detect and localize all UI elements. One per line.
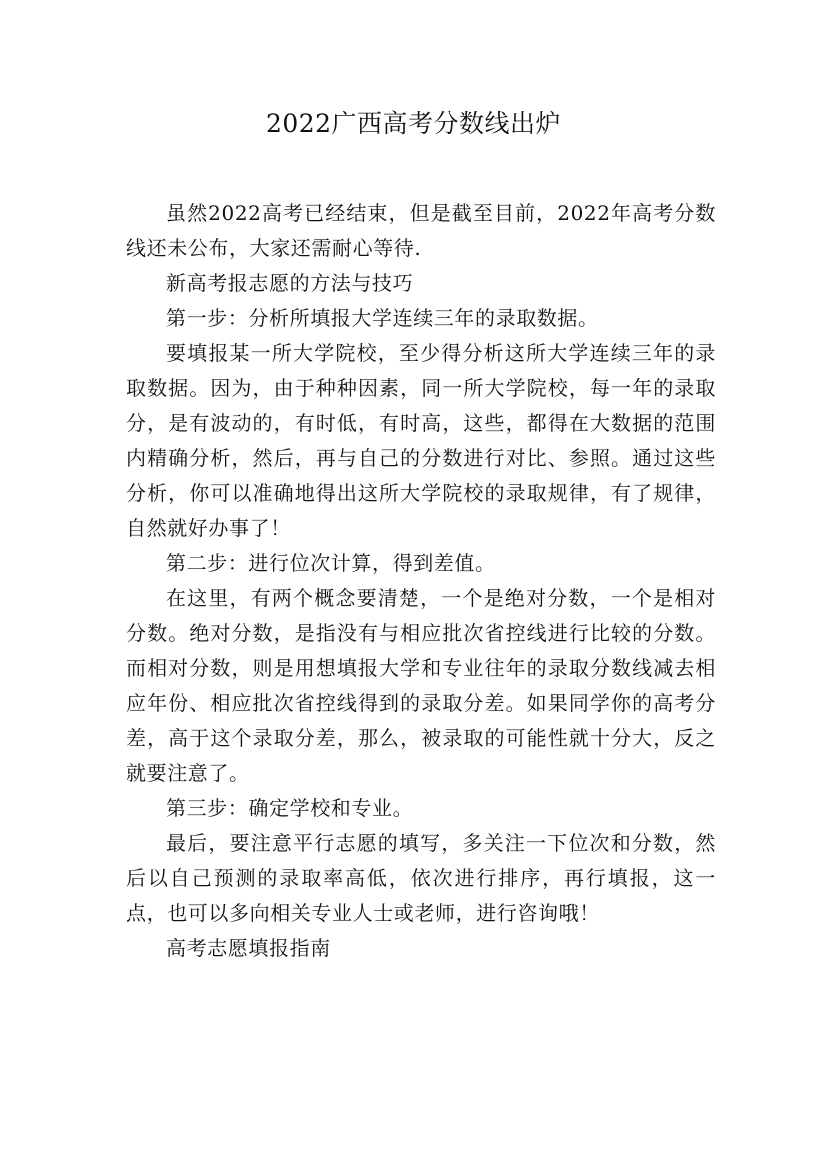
paragraph-step-three-detail: 最后，要注意平行志愿的填写，多关注一下位次和分数，然后以自己预测的录取率高低，依次进行排序，再行填报，这一点，也可以多向相关专业人士或老师，进行咨询哦！ <box>126 831 716 925</box>
paragraph-guide-heading: 高考志愿填报指南 <box>166 936 331 960</box>
paragraph-step-three: 第三步：确定学校和专业。 <box>166 796 414 820</box>
paragraph-step-one-detail: 要填报某一所大学院校，至少得分析这所大学连续三年的录取数据。因为，由于种种因素，同一所大学院校，每一年的录取分，是有波动的，有时低，有时高，这些，都得在大数据的范围内精确分析，然后，再与自己的分数进行对比、参照。通过这些分析，你可以准确地得出这所大学院校的录取规律，有了规律，自然就好办事了！ <box>126 341 716 540</box>
paragraph-step-one: 第一步：分析所填报大学连续三年的录取数据。 <box>166 306 599 330</box>
document-title: 2022广西高考分数线出炉 <box>265 109 562 138</box>
paragraph-intro: 虽然2022高考已经结束，但是截至目前，2022年高考分数线还未公布，大家还需耐心等待. <box>126 201 716 260</box>
paragraph-step-two-detail: 在这里，有两个概念要清楚，一个是绝对分数，一个是相对分数。绝对分数，是指没有与相应批次省控线进行比较的分数。而相对分数，则是用想填报大学和专业往年的录取分数线减去相应年份、相应批次省控线得到的录取分差。如果同学你的高考分差，高于这个录取分差，那么，被录取的可能性就十分大，反之就要注意了。 <box>126 586 716 785</box>
paragraph-step-two: 第二步：进行位次计算，得到差值。 <box>166 551 496 575</box>
paragraph-methods-heading: 新高考报志愿的方法与技巧 <box>166 271 414 295</box>
document-body <box>126 196 716 966</box>
